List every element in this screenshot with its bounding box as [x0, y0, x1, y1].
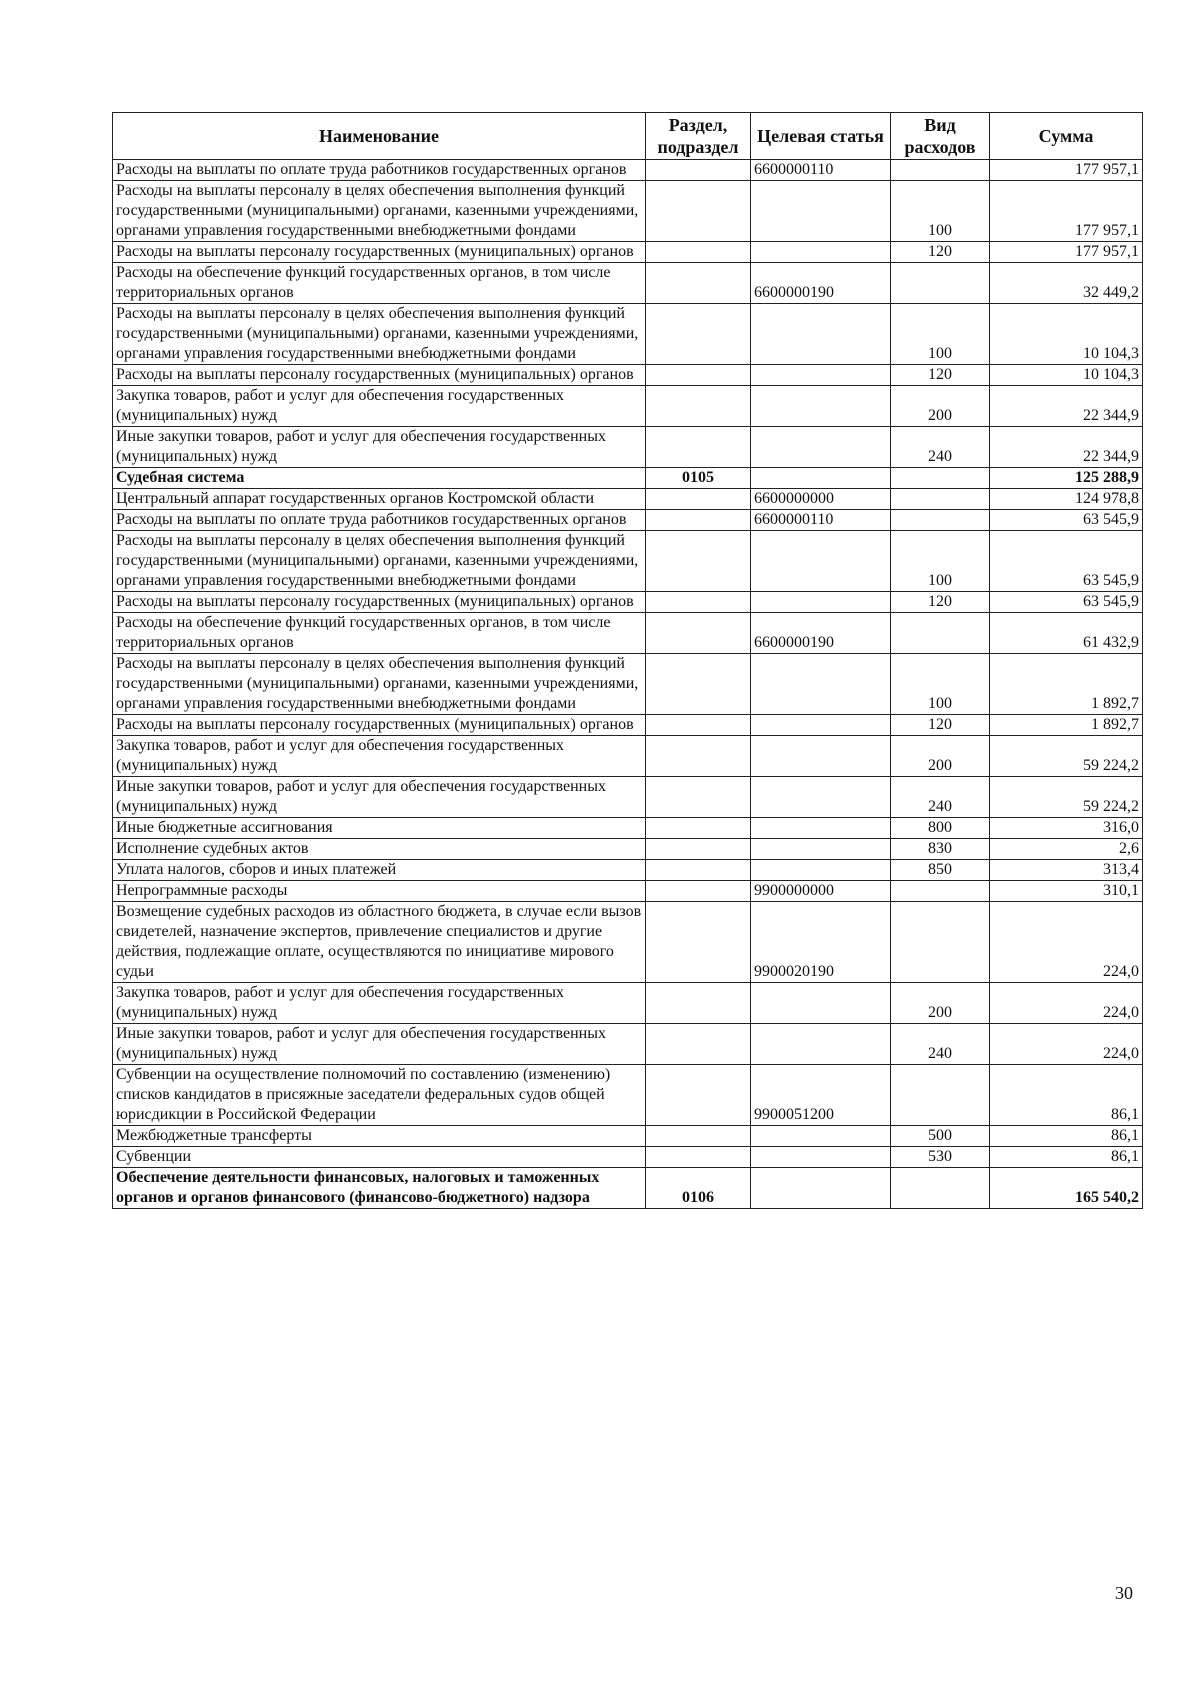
cell-kind: 200 [891, 386, 990, 427]
cell-section [646, 1024, 751, 1065]
cell-sum: 86,1 [990, 1147, 1143, 1168]
cell-name: Расходы на выплаты персоналу государственных (муниципальных) органов [113, 365, 646, 386]
cell-name: Уплата налогов, сборов и иных платежей [113, 860, 646, 881]
cell-sum: 2,6 [990, 839, 1143, 860]
cell-kind [891, 263, 990, 304]
cell-name: Расходы на выплаты персоналу государственных (муниципальных) органов [113, 592, 646, 613]
cell-sum: 1 892,7 [990, 654, 1143, 715]
cell-target: 9900000000 [751, 881, 891, 902]
cell-name: Расходы на выплаты персоналу государственных (муниципальных) органов [113, 715, 646, 736]
cell-kind: 240 [891, 1024, 990, 1065]
cell-sum: 1 892,7 [990, 715, 1143, 736]
cell-section [646, 510, 751, 531]
cell-section [646, 427, 751, 468]
cell-section [646, 1147, 751, 1168]
cell-kind [891, 902, 990, 983]
table-row [113, 242, 1143, 263]
cell-sum: 224,0 [990, 1024, 1143, 1065]
cell-sum: 59 224,2 [990, 736, 1143, 777]
table-row [113, 427, 1143, 468]
cell-target: 6600000190 [751, 263, 891, 304]
cell-kind [891, 1065, 990, 1126]
cell-kind [891, 510, 990, 531]
cell-sum: 313,4 [990, 860, 1143, 881]
header-name: Наименование [113, 113, 646, 160]
table-row [113, 983, 1143, 1024]
table-row [113, 304, 1143, 365]
cell-sum: 61 432,9 [990, 613, 1143, 654]
cell-sum: 10 104,3 [990, 365, 1143, 386]
table-row [113, 263, 1143, 304]
cell-kind: 500 [891, 1126, 990, 1147]
cell-sum: 224,0 [990, 983, 1143, 1024]
cell-section: 0106 [646, 1168, 751, 1209]
cell-section [646, 881, 751, 902]
cell-section [646, 531, 751, 592]
cell-target [751, 427, 891, 468]
cell-sum: 63 545,9 [990, 510, 1143, 531]
cell-sum: 316,0 [990, 818, 1143, 839]
cell-kind: 120 [891, 592, 990, 613]
cell-section [646, 304, 751, 365]
table-row [113, 489, 1143, 510]
cell-section [646, 736, 751, 777]
cell-name: Иные бюджетные ассигнования [113, 818, 646, 839]
cell-target [751, 654, 891, 715]
table-row [113, 860, 1143, 881]
cell-section [646, 181, 751, 242]
cell-name: Расходы на выплаты персоналу государственных (муниципальных) органов [113, 242, 646, 263]
cell-target [751, 736, 891, 777]
cell-target [751, 818, 891, 839]
cell-target [751, 1126, 891, 1147]
cell-name: Центральный аппарат государственных органов Костромской области [113, 489, 646, 510]
cell-kind: 200 [891, 983, 990, 1024]
cell-kind: 100 [891, 181, 990, 242]
cell-kind: 240 [891, 777, 990, 818]
cell-sum: 177 957,1 [990, 181, 1143, 242]
cell-section [646, 818, 751, 839]
cell-target: 6600000190 [751, 613, 891, 654]
cell-section [646, 592, 751, 613]
cell-section: 0105 [646, 468, 751, 489]
cell-name: Иные закупки товаров, работ и услуг для обеспечения государственных (муниципальных) нужд [113, 1024, 646, 1065]
cell-section [646, 263, 751, 304]
cell-name: Расходы на выплаты по оплате труда работников государственных органов [113, 160, 646, 181]
cell-name: Расходы на выплаты персоналу в целях обеспечения выполнения функций государственными (муниципальными) органами, казенными учреждениями, органами управления государственными внебюджетными фондами [113, 531, 646, 592]
cell-name: Иные закупки товаров, работ и услуг для обеспечения государственных (муниципальных) нужд [113, 777, 646, 818]
cell-name: Расходы на выплаты персоналу в целях обеспечения выполнения функций государственными (муниципальными) органами, казенными учреждениями, органами управления государственными внебюджетными фондами [113, 304, 646, 365]
cell-sum: 224,0 [990, 902, 1143, 983]
cell-target: 6600000110 [751, 160, 891, 181]
cell-name: Расходы на обеспечение функций государственных органов, в том числе территориальных органов [113, 613, 646, 654]
cell-kind [891, 881, 990, 902]
table-body [113, 160, 1143, 1209]
table-row [113, 468, 1143, 489]
cell-name: Закупка товаров, работ и услуг для обеспечения государственных (муниципальных) нужд [113, 386, 646, 427]
cell-target: 9900020190 [751, 902, 891, 983]
cell-target [751, 386, 891, 427]
cell-kind: 800 [891, 818, 990, 839]
table-row [113, 736, 1143, 777]
page-number: 30 [1115, 1583, 1133, 1603]
cell-target [751, 592, 891, 613]
cell-sum: 32 449,2 [990, 263, 1143, 304]
cell-section [646, 365, 751, 386]
cell-kind: 120 [891, 242, 990, 263]
table-row [113, 592, 1143, 613]
cell-kind: 100 [891, 531, 990, 592]
cell-kind [891, 489, 990, 510]
cell-target [751, 839, 891, 860]
cell-sum: 10 104,3 [990, 304, 1143, 365]
cell-kind: 830 [891, 839, 990, 860]
table-row [113, 1065, 1143, 1126]
cell-name: Возмещение судебных расходов из областного бюджета, в случае если вызов свидетелей, назначение экспертов, привлечение специалистов и другие действия, подлежащие оплате, осуществляются по инициативе мирового судьи [113, 902, 646, 983]
cell-kind: 100 [891, 304, 990, 365]
cell-section [646, 715, 751, 736]
cell-target [751, 1024, 891, 1065]
budget-table [112, 112, 1143, 1209]
cell-target [751, 983, 891, 1024]
cell-name: Судебная система [113, 468, 646, 489]
cell-target [751, 242, 891, 263]
cell-kind: 120 [891, 715, 990, 736]
cell-sum: 86,1 [990, 1065, 1143, 1126]
table-row [113, 1024, 1143, 1065]
cell-section [646, 983, 751, 1024]
table-row [113, 654, 1143, 715]
cell-section [646, 613, 751, 654]
cell-name: Субвенции [113, 1147, 646, 1168]
cell-sum: 177 957,1 [990, 160, 1143, 181]
cell-section [646, 160, 751, 181]
cell-name: Исполнение судебных актов [113, 839, 646, 860]
cell-kind [891, 613, 990, 654]
cell-section [646, 860, 751, 881]
cell-target [751, 715, 891, 736]
cell-section [646, 777, 751, 818]
table-row [113, 531, 1143, 592]
table-row [113, 510, 1143, 531]
cell-target [751, 181, 891, 242]
cell-name: Иные закупки товаров, работ и услуг для обеспечения государственных (муниципальных) нужд [113, 427, 646, 468]
header-target: Целевая статья [751, 113, 891, 160]
cell-kind: 200 [891, 736, 990, 777]
cell-name: Расходы на выплаты по оплате труда работников государственных органов [113, 510, 646, 531]
table-row [113, 881, 1143, 902]
cell-target [751, 468, 891, 489]
header-section: Раздел, подраздел [646, 113, 751, 160]
header-kind: Вид расходов [891, 113, 990, 160]
table-row [113, 839, 1143, 860]
table-row [113, 613, 1143, 654]
cell-target [751, 531, 891, 592]
cell-kind: 100 [891, 654, 990, 715]
cell-kind [891, 160, 990, 181]
header-sum: Сумма [990, 113, 1143, 160]
cell-section [646, 839, 751, 860]
table-row [113, 365, 1143, 386]
cell-target [751, 1168, 891, 1209]
cell-kind: 120 [891, 365, 990, 386]
cell-sum: 177 957,1 [990, 242, 1143, 263]
cell-target [751, 777, 891, 818]
cell-sum: 86,1 [990, 1126, 1143, 1147]
table-row [113, 715, 1143, 736]
table-row [113, 1168, 1143, 1209]
cell-section [646, 242, 751, 263]
table-row [113, 160, 1143, 181]
cell-section [646, 489, 751, 510]
table-row [113, 386, 1143, 427]
table-row [113, 902, 1143, 983]
cell-sum: 63 545,9 [990, 531, 1143, 592]
cell-kind: 240 [891, 427, 990, 468]
cell-target [751, 860, 891, 881]
cell-target [751, 365, 891, 386]
cell-name: Непрограммные расходы [113, 881, 646, 902]
cell-kind: 530 [891, 1147, 990, 1168]
cell-target: 9900051200 [751, 1065, 891, 1126]
cell-section [646, 386, 751, 427]
cell-sum: 125 288,9 [990, 468, 1143, 489]
cell-kind [891, 1168, 990, 1209]
cell-name: Обеспечение деятельности финансовых, налоговых и таможенных органов и органов финансового (финансово-бюджетного) надзора [113, 1168, 646, 1209]
cell-kind: 850 [891, 860, 990, 881]
cell-sum: 124 978,8 [990, 489, 1143, 510]
cell-name: Закупка товаров, работ и услуг для обеспечения государственных (муниципальных) нужд [113, 736, 646, 777]
cell-target: 6600000000 [751, 489, 891, 510]
cell-section [646, 1126, 751, 1147]
cell-sum: 59 224,2 [990, 777, 1143, 818]
cell-target [751, 304, 891, 365]
table-row [113, 777, 1143, 818]
table-row [113, 181, 1143, 242]
cell-name: Закупка товаров, работ и услуг для обеспечения государственных (муниципальных) нужд [113, 983, 646, 1024]
table-row [113, 1126, 1143, 1147]
cell-name: Расходы на выплаты персоналу в целях обеспечения выполнения функций государственными (муниципальными) органами, казенными учреждениями, органами управления государственными внебюджетными фондами [113, 654, 646, 715]
cell-section [646, 654, 751, 715]
cell-sum: 310,1 [990, 881, 1143, 902]
cell-sum: 22 344,9 [990, 386, 1143, 427]
cell-name: Расходы на обеспечение функций государственных органов, в том числе территориальных органов [113, 263, 646, 304]
table-row [113, 818, 1143, 839]
cell-kind [891, 468, 990, 489]
cell-target [751, 1147, 891, 1168]
cell-name: Межбюджетные трансферты [113, 1126, 646, 1147]
cell-section [646, 902, 751, 983]
cell-sum: 63 545,9 [990, 592, 1143, 613]
cell-target: 6600000110 [751, 510, 891, 531]
cell-section [646, 1065, 751, 1126]
cell-sum: 22 344,9 [990, 427, 1143, 468]
table-row [113, 1147, 1143, 1168]
table-header-row [113, 113, 1143, 160]
cell-name: Расходы на выплаты персоналу в целях обеспечения выполнения функций государственными (муниципальными) органами, казенными учреждениями, органами управления государственными внебюджетными фондами [113, 181, 646, 242]
cell-name: Субвенции на осуществление полномочий по составлению (изменению) списков кандидатов в присяжные заседатели федеральных судов общей юрисдикции в Российской Федерации [113, 1065, 646, 1126]
cell-sum: 165 540,2 [990, 1168, 1143, 1209]
